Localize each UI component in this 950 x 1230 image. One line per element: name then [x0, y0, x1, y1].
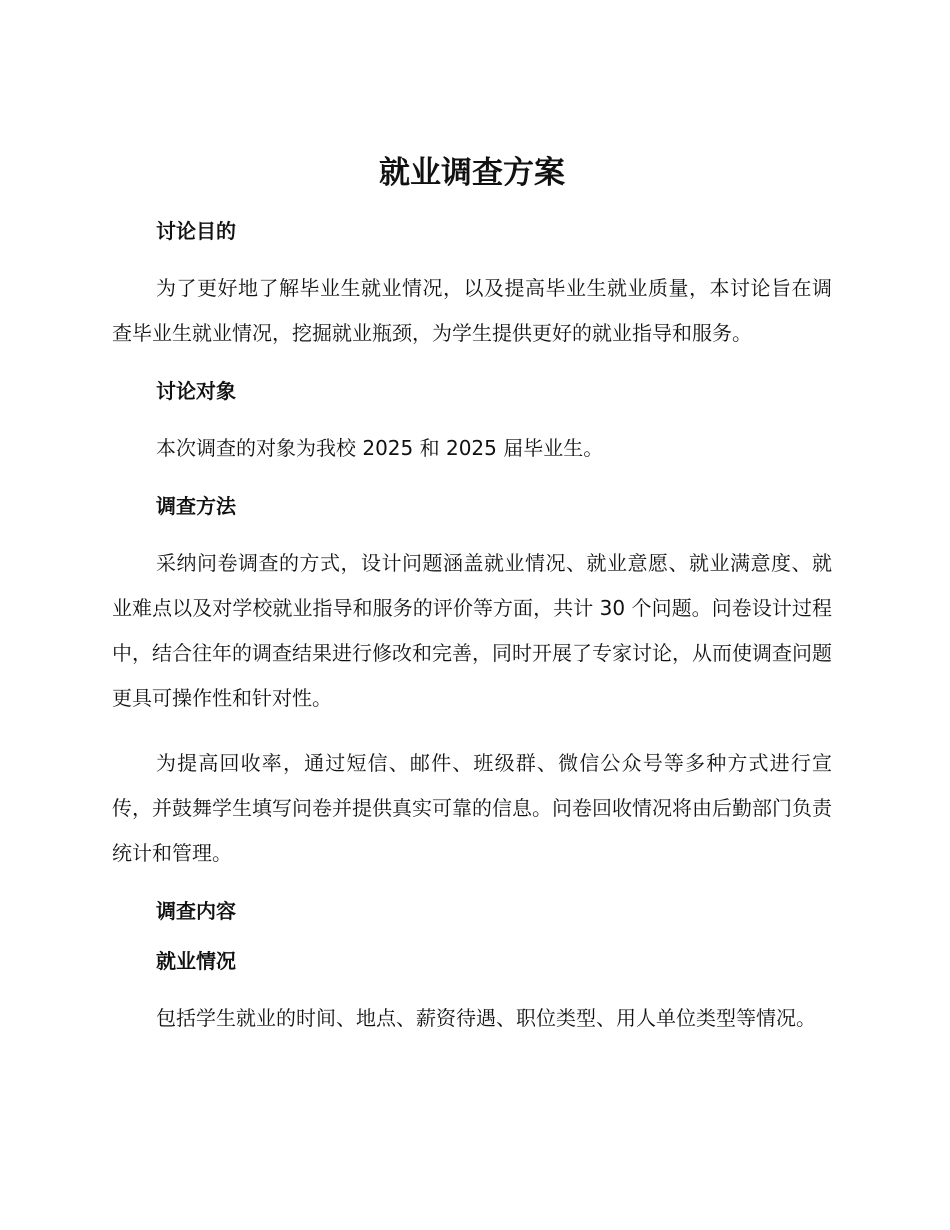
- paragraph-subjects: 本次调查的对象为我校 2025 和 2025 届毕业生。: [156, 436, 604, 460]
- heading-content: 调查内容: [156, 899, 236, 923]
- heading-purpose: 讨论目的: [156, 219, 236, 243]
- paragraph-method-collection: 为提高回收率，通过短信、邮件、班级群、微信公众号等多种方式进行宣传，并鼓舞学生填写问卷并提供真实可靠的信息。问卷回收情况将由后勤部门负责统计和管理。: [112, 751, 832, 865]
- paragraph-purpose: 为了更好地了解毕业生就业情况，以及提高毕业生就业质量，本讨论旨在调查毕业生就业情况，挖掘就业瓶颈，为学生提供更好的就业指导和服务。: [112, 276, 832, 345]
- document-body: [112, 150, 832, 1061]
- paragraph-employment: 包括学生就业的时间、地点、薪资待遇、职位类型、用人单位类型等情况。: [156, 1006, 816, 1030]
- heading-subjects: 讨论对象: [156, 379, 236, 403]
- heading-method: 调查方法: [156, 494, 236, 518]
- paragraph-method-design: 采纳问卷调查的方式，设计问题涵盖就业情况、就业意愿、就业满意度、就业难点以及对学校就业指导和服务的评价等方面，共计 30 个问题。问卷设计过程中，结合往年的调查结果进行修改和完善，同时开展了专家讨论，从而使调查问题更具可操作性和针对性。: [112, 551, 832, 710]
- document-title: 就业调查方案: [379, 155, 565, 191]
- heading-employment: 就业情况: [156, 949, 236, 973]
